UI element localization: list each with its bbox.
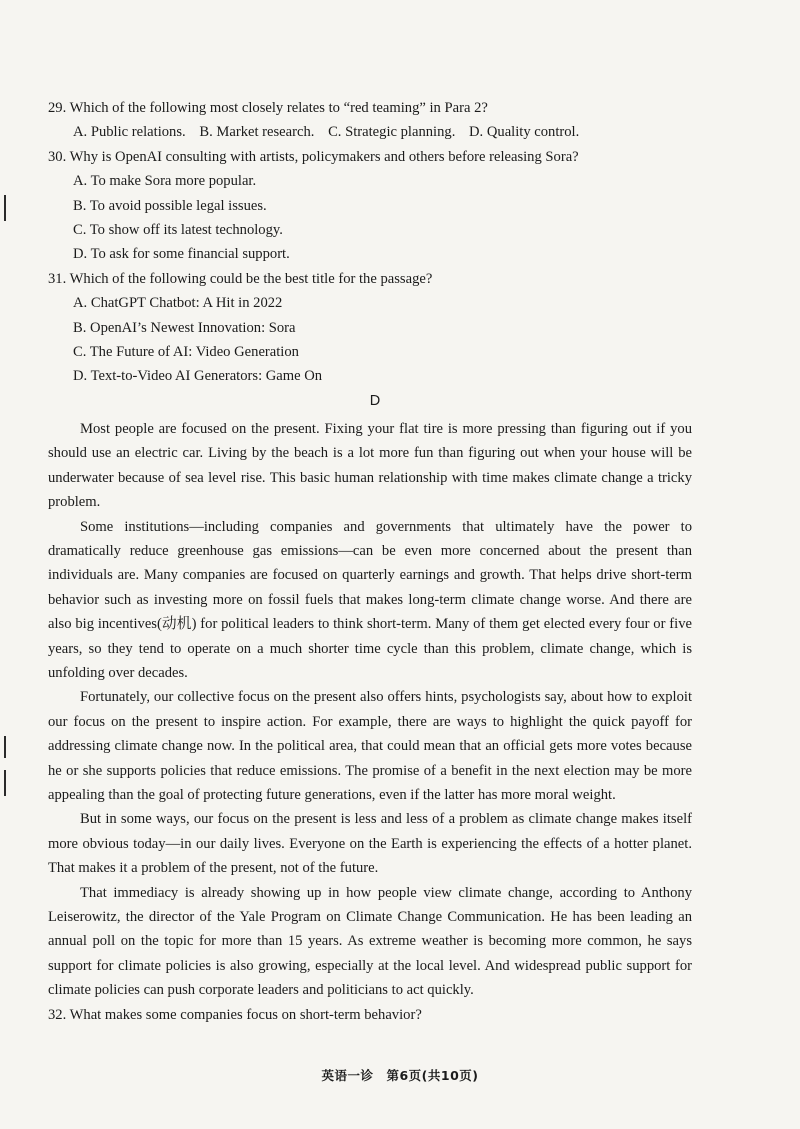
option-d: D. Text-to-Video AI Generators: Game On bbox=[73, 368, 323, 385]
option-a: A. To make Sora more popular. bbox=[73, 173, 257, 190]
scan-margin-mark bbox=[4, 770, 6, 796]
option-a: A. ChatGPT Chatbot: A Hit in 2022 bbox=[73, 295, 283, 312]
scan-margin-mark bbox=[4, 736, 6, 758]
question-29 bbox=[48, 96, 692, 145]
question-31 bbox=[48, 267, 692, 389]
passage-paragraph: But in some ways, our focus on the present is less and less of a problem as climate change makes itself more obvious today—in our daily lives. Everyone on the Earth is experiencing the effects of a hotter planet. That makes it a problem of the present, not of the future. bbox=[48, 811, 692, 877]
scan-margin-mark bbox=[4, 195, 6, 221]
question-stem: 29. Which of the following most closely relates to “red teaming” in Para 2? bbox=[48, 100, 488, 116]
page-footer: 英语一诊 第6页(共10页) bbox=[321, 1068, 479, 1083]
option-b: B. OpenAI’s Newest Innovation: Sora bbox=[73, 319, 296, 336]
question-stem: 30. Why is OpenAI consulting with artists, policymakers and others before releasing Sora? bbox=[48, 148, 579, 165]
question-options bbox=[48, 120, 692, 144]
section-heading: D bbox=[369, 392, 381, 409]
passage-paragraph: Some institutions—including companies and governments that ultimately have the power to dramatically reduce greenhouse gas emissions—can be even more concerned about the present than individuals are. Many companies are focused on quarterly earnings and growth. That helps drive short-term behavior such as investing more on fossil fuels that makes long-term climate change worse. And there are also big incentives(动机) for political leaders to think short-term. Many of them get elected every four or five years, so they tend to operate on a much shorter time cycle than this problem, climate change, which is unfolding over decades. bbox=[48, 518, 692, 681]
passage-paragraph: That immediacy is already showing up in how people view climate change, according to Anthony Leiserowitz, the director of the Yale Program on Climate Change Communication. He has been leading an annual poll on the topic for more than 15 years. As extreme weather is becoming more common, he says support for climate policies is also growing, especially at the local level. And widespread public support for climate policies can push corporate leaders and politicians to act quickly. bbox=[48, 884, 692, 999]
option-b: B. To avoid possible legal issues. bbox=[73, 197, 267, 214]
question-30 bbox=[48, 145, 692, 267]
question-stem: 31. Which of the following could be the best title for the passage? bbox=[48, 270, 433, 287]
option-a: A. Public relations. bbox=[73, 124, 186, 141]
option-b: B. Market research. bbox=[199, 124, 315, 141]
question-32 bbox=[48, 1003, 692, 1027]
option-d: D. Quality control. bbox=[469, 124, 580, 141]
passage-paragraph: Most people are focused on the present. Fixing your flat tire is more pressing than figuring out if you should use an electric car. Living by the beach is a lot more fun than figuring out when your house will be underwater because of sea level rise. This basic human relationship with time makes climate change a tricky problem. bbox=[48, 420, 692, 511]
passage-paragraph: Fortunately, our collective focus on the present also offers hints, psychologists say, about how to exploit our focus on the present to inspire action. For example, there are ways to highlight the quick payoff for addressing climate change now. In the political area, that could mean that an official gets more votes because he or she supports policies that reduce emissions. The promise of a benefit in the next election may be more appealing than the goal of protecting future generations, even if the latter has more moral weight. bbox=[48, 689, 692, 803]
passage-d bbox=[48, 417, 692, 1003]
option-d: D. To ask for some financial support. bbox=[73, 246, 290, 263]
option-c: C. To show off its latest technology. bbox=[73, 222, 283, 239]
question-stem: 32. What makes some companies focus on short-term behavior? bbox=[48, 1006, 422, 1023]
option-c: C. The Future of AI: Video Generation bbox=[73, 344, 299, 361]
option-c: C. Strategic planning. bbox=[328, 124, 456, 141]
